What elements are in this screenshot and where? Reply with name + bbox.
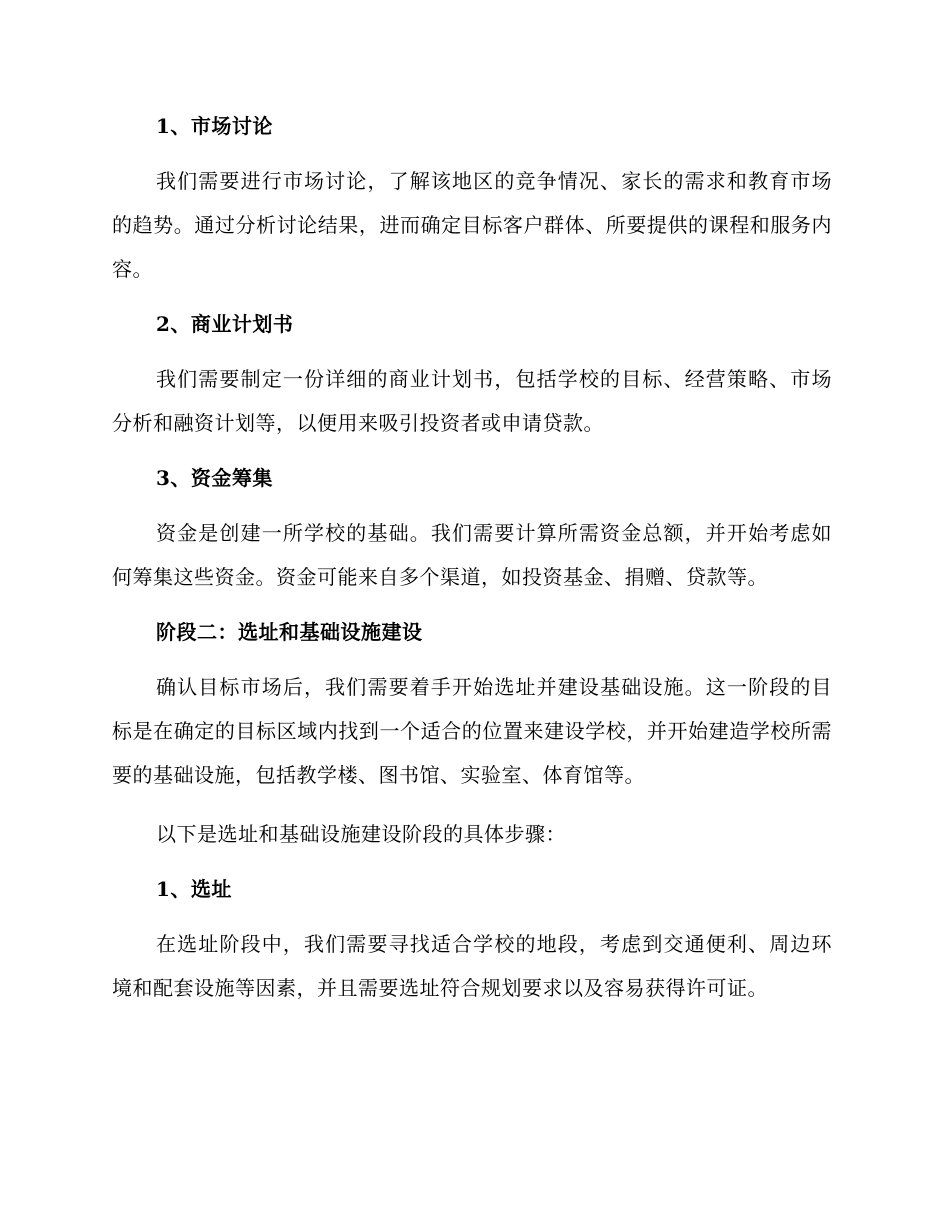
paragraph-market-research: 我们需要进行市场讨论，了解该地区的竞争情况、家长的需求和教育市场的趋势。通过分析讨论结果，进而确定目标客户群体、所要提供的课程和服务内容。 (112, 169, 832, 281)
paragraph-phase-two: 确认目标市场后，我们需要着手开始选址并建设基础设施。这一阶段的目标是在确定的目标区域内找到一个适合的位置来建设学校，并开始建造学校所需要的基础设施，包括教学楼、图书馆、实验室、体育馆等。 (112, 675, 832, 787)
section-heading-site-selection: 1、选址 (156, 877, 232, 901)
paragraph-steps-intro: 以下是选址和基础设施建设阶段的具体步骤： (156, 822, 566, 846)
paragraph-business-plan: 我们需要制定一份详细的商业计划书，包括学校的目标、经营策略、市场分析和融资计划等，以便用来吸引投资者或申请贷款。 (112, 367, 832, 435)
document-page (112, 108, 832, 1010)
section-heading-market-research: 1、市场讨论 (156, 114, 273, 138)
section-heading-phase-two: 阶段二：选址和基础设施建设 (156, 620, 423, 644)
section-heading-fundraising: 3、资金筹集 (156, 466, 273, 490)
paragraph-site-selection: 在选址阶段中，我们需要寻找适合学校的地段，考虑到交通便利、周边环境和配套设施等因素，并且需要选址符合规划要求以及容易获得许可证。 (112, 932, 832, 1000)
section-heading-business-plan: 2、商业计划书 (156, 312, 294, 336)
paragraph-fundraising: 资金是创建一所学校的基础。我们需要计算所需资金总额，并开始考虑如何筹集这些资金。资金可能来自多个渠道，如投资基金、捐赠、贷款等。 (112, 521, 832, 589)
